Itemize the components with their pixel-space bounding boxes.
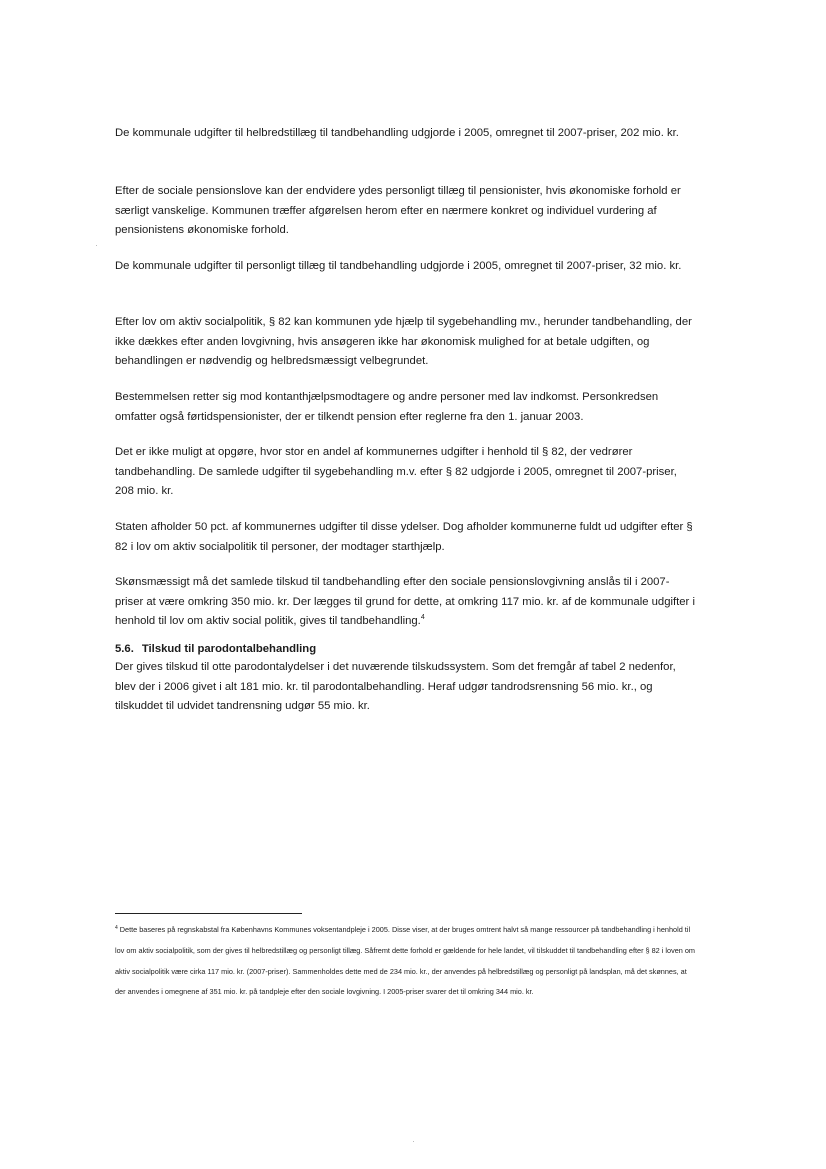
footnote-4	[115, 920, 695, 1003]
section-heading	[115, 640, 695, 660]
paragraph-aktiv-socialpolitik: Efter lov om aktiv socialpolitik, § 82 kan kommunen yde hjælp til sygebehandling mv., herunder tandbehandling, der ikke dækkes efter anden lovgivning, hvis ansøgeren ikke har økonomisk mulighed for at betale udgiften, og behandlingen er nødvendig og helbredsmæssigt velbegrundet.	[115, 316, 692, 367]
scan-speck	[96, 245, 97, 246]
paragraph-skoensmaessigt	[115, 573, 695, 632]
section-number: 5.6.	[115, 643, 134, 655]
paragraph-skoensmaessigt-text: Skønsmæssigt må det samlede tilskud til tandbehandling efter den sociale pensionslovgivning anslås til i 2007-priser at være omkring 350 mio. kr. Der lægges til grund for dette, at omkring 117 mio. kr. af de kommunale udgifter i henhold til lov om aktiv social politik, gives til tandbehandling.	[115, 576, 695, 627]
footnote-reference-4[interactable]: 4	[420, 614, 425, 622]
paragraph-bestemmelsen: Bestemmelsen retter sig mod kontanthjælpsmodtagere og andre personer med lav indkomst. Personkredsen omfatter også førtidspensionister, der er tilkendt pension efter reglerne fra den 1. januar 2003.	[115, 391, 659, 423]
scan-speck	[413, 1141, 414, 1142]
paragraph-helbredstillaeg-udgifter: De kommunale udgifter til helbredstillæg til tandbehandling udgjorde i 2005, omregnet til 2007-priser, 202 mio. kr.	[115, 127, 679, 139]
paragraph-statens-andel: Staten afholder 50 pct. af kommunernes udgifter til disse ydelser. Dog afholder kommunerne fuldt ud udgifter efter § 82 i lov om aktiv socialpolitik til personer, der modtager starthjælp.	[115, 521, 693, 553]
paragraph-opgoerelse-82: Det er ikke muligt at opgøre, hvor stor en andel af kommunernes udgifter i henhold til § 82, der vedrører tandbehandling. De samlede udgifter til sygebehandling m.v. efter § 82 udgjorde i 2005, omregnet til 2007-priser, 208 mio. kr.	[115, 446, 677, 497]
footnote-text: Dette baseres på regnskabstal fra Københavns Kommunes voksentandpleje i 2005. Disse viser, at der bruges omtrent halvt så mange ressourcer på tandbehandling i henhold til lov om aktiv socialpolitik, som der gives til helbredstillæg og personligt tillæg. Såfremt dette forhold er gældende for hele landet, vil tilskuddet til tandbehandling efter § 82 i loven om aktiv socialpolitik være cirka 117 mio. kr. (2007-priser). Sammenholdes dette med de 234 mio. kr., der anvendes på helbredstillæg og personligt på landsplan, må det skønnes, at der anvendes i omegnene af 351 mio. kr. på tandpleje efter den sociale lovgivning. I 2005-priser svarer det til omkring 344 mio. kr.	[115, 925, 696, 997]
section-title: Tilskud til parodontalbehandling	[141, 643, 317, 655]
footnote-separator	[115, 913, 302, 914]
footnote-marker: 4	[115, 924, 118, 931]
paragraph-personligt-tillaeg-udgifter: De kommunale udgifter til personligt tillæg til tandbehandling udgjorde i 2005, omregnet til 2007-priser, 32 mio. kr.	[115, 260, 682, 272]
paragraph-parodontal: Der gives tilskud til otte parodontalydelser i det nuværende tilskudssystem. Som det fremgår af tabel 2 nedenfor, blev der i 2006 givet i alt 181 mio. kr. til parodontalbehandling. Heraf udgør tandrodsrensning 56 mio. kr., og tilskuddet til udvidet tandrensning udgør 55 mio. kr.	[115, 661, 676, 712]
paragraph-personligt-tillaeg: Efter de sociale pensionslove kan der endvidere ydes personligt tillæg til pensionister, hvis økonomiske forhold er særligt vanskelige. Kommunen træffer afgørelsen herom efter en nærmere konkret og individuel vurdering af pensionistens økonomiske forhold.	[115, 185, 681, 236]
